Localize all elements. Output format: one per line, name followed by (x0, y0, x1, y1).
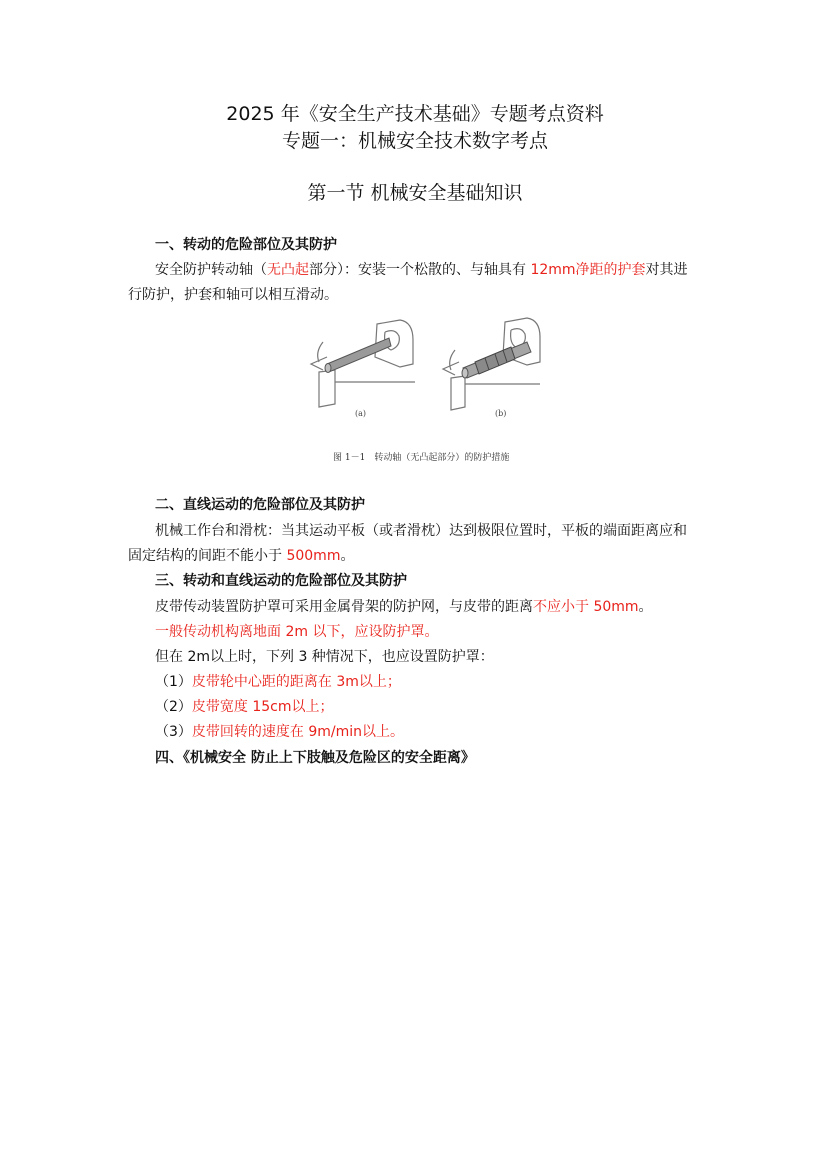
heading-rotation: 一、转动的危险部位及其防护 (155, 237, 337, 253)
text: 。 (340, 548, 355, 564)
list-item (155, 722, 404, 742)
paragraph-linear-line1: 机械工作台和滑枕：当其运动平板（或者滑枕）达到极限位置时，平板的端面距离应和 (155, 523, 687, 539)
list-item (155, 697, 334, 717)
figure-caption: 图 1－1 转动轴（无凸起部分）的防护措施 (333, 453, 510, 463)
text: 。 (638, 599, 653, 615)
paragraph-belt-guard (155, 597, 653, 617)
paragraph-conditions-intro: 但在 2m以上时，下列 3 种情况下，也应设置防护罩： (155, 649, 494, 665)
paragraph-linear-line2 (128, 546, 354, 566)
doc-title-line2: 专题一：机械安全技术数字考点 (281, 130, 548, 152)
figure-label-a: (a) (355, 409, 367, 418)
list-number: （3） (155, 724, 192, 740)
section-title: 第一节 机械安全基础知识 (307, 182, 523, 204)
list-number: （2） (155, 699, 192, 715)
doc-title-line1: 2025 年《安全生产技术基础》专题考点资料 (226, 103, 604, 125)
paragraph-height-rule: 一般传动机构离地面 2m 以下，应设防护罩。 (155, 624, 439, 640)
text: 对其进 (645, 262, 688, 278)
highlight-text: 不应小于 50mm (533, 599, 639, 615)
figure-label-b: (b) (495, 409, 507, 418)
highlight-text: 12mm净距的护套 (530, 262, 646, 278)
heading-rotation-linear: 三、转动和直线运动的危险部位及其防护 (155, 573, 407, 589)
paragraph-rotation-line2: 行防护，护套和轴可以相互滑动。 (128, 287, 338, 303)
text: 部分）：安装一个松散的、与轴具有 (309, 262, 531, 278)
text: 皮带传动装置防护罩可采用金属骨架的防护网，与皮带的距离 (155, 599, 533, 615)
list-text: 皮带轮中心距的距离在 3m以上； (191, 674, 401, 690)
text: 固定结构的间距不能小于 (128, 548, 287, 564)
shaft-illustration (305, 312, 545, 472)
heading-linear-motion: 二、直线运动的危险部位及其防护 (155, 497, 365, 513)
list-text: 皮带宽度 15cm以上； (191, 699, 334, 715)
list-text: 皮带回转的速度在 9m/min以上。 (191, 724, 405, 740)
list-number: （1） (155, 674, 192, 690)
highlight-text: 500mm (286, 548, 341, 564)
figure-shaft-guard (305, 312, 545, 472)
text: 安全防护转动轴（ (155, 262, 267, 278)
highlight-text: 无凸起 (267, 262, 309, 278)
heading-safety-distance: 四、《机械安全 防止上下肢触及危险区的安全距离》 (155, 750, 475, 766)
paragraph-rotation-line1 (155, 260, 688, 280)
list-item (155, 672, 401, 692)
